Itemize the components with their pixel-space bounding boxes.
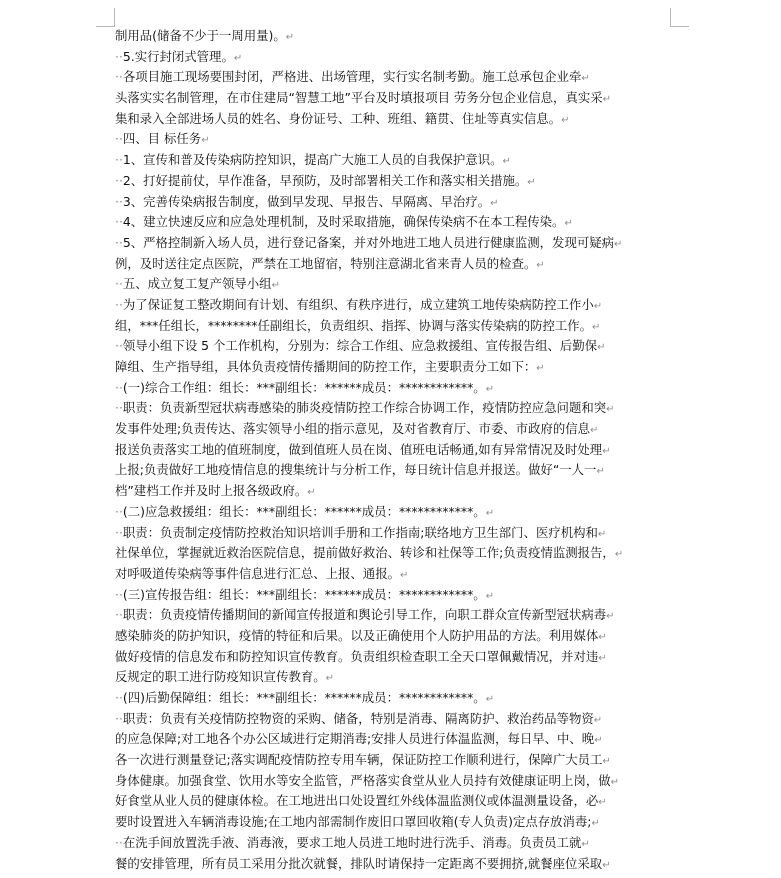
- line-text: 制用品(储备不少于一周用量)。: [115, 28, 286, 43]
- paragraph-mark-icon: ↵: [502, 156, 511, 168]
- text-line: [115, 833, 675, 854]
- line-text: 5、严格控制新入场人员，进行登记备案，并对外地进工地人员进行健康监测，发现可疑病: [122, 234, 615, 250]
- paragraph-mark-icon: ↵: [399, 569, 409, 581]
- paragraph-mark-icon: ↵: [307, 487, 316, 499]
- paragraph-mark-icon: ↵: [602, 756, 611, 768]
- text-line: [115, 502, 675, 523]
- indent-marker: ··: [115, 152, 123, 168]
- line-text: 组，***任组长，********任副组长，负责组织、指挥、协调与落实传染病的防控工作。: [115, 317, 593, 333]
- text-line: [115, 647, 675, 668]
- text-line: [115, 543, 675, 564]
- line-text: 头落实实名制管理，在市住建局“智慧工地”平台及时填报项目 劳务分包企业信息，真实采: [115, 90, 603, 106]
- paragraph-mark-icon: ↵: [598, 797, 607, 809]
- line-text: (三)宣传报告组：组长：***副组长：******成员：************。: [122, 586, 486, 602]
- paragraph-mark-icon: ↵: [485, 383, 495, 395]
- indent-marker: ··: [115, 172, 123, 188]
- line-text: 在洗手间放置洗手液、消毒液，要求工地人员进工地时进行洗手、消毒。负责员工就: [122, 834, 582, 850]
- text-line: [115, 729, 675, 750]
- text-line: [115, 585, 675, 606]
- indent-marker: ··: [115, 69, 123, 85]
- text-line: [115, 192, 675, 213]
- text-line: [115, 316, 675, 337]
- text-line: [115, 771, 675, 792]
- line-text: 餐的安排管理，所有员工采用分批次就餐，排队时请保持一定距离不要拥挤,就餐座位采取: [115, 855, 603, 871]
- line-text: 反规定的职工进行防疫知识宣传教育。: [115, 669, 326, 685]
- text-line: [115, 357, 675, 378]
- indent-marker: ··: [115, 379, 123, 395]
- paragraph-mark-icon: ↵: [598, 652, 607, 664]
- paragraph-mark-icon: ↵: [590, 425, 599, 437]
- paragraph-mark-icon: ↵: [593, 300, 603, 312]
- paragraph-mark-icon: ↵: [201, 135, 210, 147]
- line-text: 好食堂从业人员的健康体检。在工地进出口处设置红外线体温监测仪或体温测量设备，必: [115, 793, 599, 809]
- paragraph-mark-icon: ↵: [602, 859, 611, 871]
- line-text: 3、完善传染病报告制度，做到早发现、早报告、早隔离、早治疗。: [122, 193, 491, 209]
- paragraph-mark-icon: ↵: [614, 549, 624, 561]
- paragraph-mark-icon: ↵: [485, 694, 495, 705]
- line-text: 例，及时送往定点医院，严禁在工地留宿，特别注意湖北省来青人员的检查。: [115, 255, 537, 271]
- line-text: 的应急保障;对工地各个办公区域进行定期消毒;安排人员进行体温监测，每日早、中、晚: [115, 731, 595, 747]
- indent-marker: ··: [115, 524, 123, 540]
- indent-marker: ··: [115, 607, 123, 623]
- line-text: 职责：负责新型冠状病毒感染的肺炎疫情防控工作综合协调工作，疫情防控应急问题和突: [122, 400, 607, 416]
- line-text: 感染肺炎的防护知识，疫情的特征和后果。以及正确使用个人防护用品的方法。利用媒体: [115, 627, 599, 643]
- indent-marker: ··: [115, 400, 123, 416]
- text-line: [115, 523, 675, 544]
- line-text: 对呼吸道传染病等事件信息进行汇总、上报、通报。: [115, 565, 400, 581]
- line-text: 要时设置进入车辆消毒设施;在工地内部需制作废旧口罩回收箱(专人负责)定点存放消毒;: [115, 814, 592, 830]
- indent-marker: ··: [115, 234, 123, 250]
- line-text: 各项目施工现场要围封闭，严格进、出场管理，实行实名制考勤。施工总承包企业牵: [122, 69, 582, 85]
- paragraph-mark-icon: ↵: [606, 404, 615, 416]
- paragraph-mark-icon: ↵: [602, 445, 611, 457]
- indent-marker: ··: [115, 690, 123, 705]
- text-line: [115, 398, 675, 419]
- text-line: [115, 26, 675, 47]
- paragraph-mark-icon: ↵: [597, 342, 606, 354]
- text-line: [115, 254, 675, 275]
- paragraph-mark-icon: ↵: [561, 114, 570, 126]
- text-line: [115, 88, 675, 109]
- text-line: [115, 233, 675, 254]
- line-text: 职责：负责疫情传播期间的新闻宣传报道和舆论引导工作，向职工群众宣传新型冠状病毒: [122, 607, 607, 623]
- paragraph-mark-icon: ↵: [536, 363, 545, 374]
- margin-corner-top-left: [96, 8, 115, 27]
- text-line: [115, 667, 675, 688]
- line-text: 五、成立复工复产领导小组: [122, 276, 272, 292]
- paragraph-mark-icon: ↵: [614, 238, 623, 250]
- line-text: 2、打好提前仗，早作准备，早预防，及时部署相关工作和落实相关措施。: [122, 172, 528, 188]
- line-text: 做好疫情的信息发布和防控知识宣传教育。负责组织检查职工全天口罩佩戴情况，并对违: [115, 648, 599, 664]
- indent-marker: ··: [115, 338, 123, 354]
- text-line: [115, 336, 675, 357]
- paragraph-mark-icon: ↵: [597, 528, 607, 540]
- text-line: [115, 47, 675, 68]
- line-text: (四)后勤保障组：组长：***副组长：******成员：************。: [122, 690, 486, 705]
- paragraph-mark-icon: ↵: [606, 611, 615, 623]
- line-text: 为了保证复工整改期间有计划、有组织、有秩序进行，成立建筑工地传染病防控工作小: [122, 296, 594, 312]
- text-line: [115, 440, 675, 461]
- paragraph-mark-icon: ↵: [285, 32, 295, 43]
- text-line: [115, 378, 675, 399]
- indent-marker: ··: [115, 834, 123, 850]
- line-text: 5.实行封闭式管理。: [122, 48, 234, 64]
- line-text: 障组、生产指导组，具体负责疫情传播期间的防控工作，主要职责分工如下：: [115, 359, 537, 374]
- line-text: 身体健康。加强食堂、饮用水等安全监管，严格落实食堂从业人员持有效健康证明上岗，做: [115, 772, 611, 788]
- text-line: [115, 109, 675, 130]
- paragraph-mark-icon: ↵: [527, 176, 536, 188]
- line-text: 社保单位，掌握就近救治医院信息，提前做好救治、转诊和社保等工作;负责疫情监测报告，: [115, 545, 615, 561]
- indent-marker: ··: [115, 214, 123, 230]
- text-line: [115, 791, 675, 812]
- indent-marker: ··: [115, 710, 123, 726]
- text-line: [115, 750, 675, 771]
- line-text: 各一次进行测量登记;落实调配疫情防控专用车辆，保证防控工作顺利进行，保障广大员工: [115, 752, 603, 768]
- paragraph-mark-icon: ↵: [485, 507, 495, 519]
- line-text: 档”建档工作并及时上报各级政府。: [115, 483, 308, 499]
- text-line: [115, 295, 675, 316]
- line-text: 职责：负责有关疫情防控物资的采购、储备，特别是消毒、隔离防护、救治药品等物资: [122, 710, 594, 726]
- text-line: [115, 854, 675, 875]
- indent-marker: ··: [115, 276, 123, 292]
- text-line: [115, 67, 675, 88]
- paragraph-mark-icon: ↵: [490, 197, 499, 209]
- paragraph-mark-icon: ↵: [581, 73, 590, 85]
- paragraph-mark-icon: ↵: [581, 838, 590, 850]
- paragraph-mark-icon: ↵: [598, 631, 607, 643]
- text-line: [115, 460, 675, 481]
- text-line: [115, 626, 675, 647]
- line-text: 领导小组下设 5 个工作机构，分别为：综合工作组、应急救援组、宣传报告组、后勤保: [122, 338, 598, 354]
- paragraph-mark-icon: ↵: [564, 218, 573, 230]
- document-body[interactable]: [115, 26, 675, 874]
- line-text: 职责：负责制定疫情防控救治知识培训手册和工作指南;联络地方卫生部门、医疗机构和: [122, 524, 598, 540]
- line-text: 报送负责落实工地的值班制度，做到值班人员在岗、值班电话畅通,如有异常情况及时处理: [115, 441, 603, 457]
- text-line: [115, 419, 675, 440]
- margin-corner-top-right: [670, 8, 689, 27]
- line-text: 1、宣传和普及传染病防控知识，提高广大施工人员的自我保护意识。: [122, 152, 503, 168]
- indent-marker: ··: [115, 193, 123, 209]
- paragraph-mark-icon: ↵: [592, 321, 601, 333]
- paragraph-mark-icon: ↵: [485, 590, 495, 602]
- paragraph-mark-icon: ↵: [591, 818, 600, 830]
- line-text: 上报;负责做好工地疫情信息的搜集统计与分析工作，每日统计信息并报送。做好“一人一: [115, 462, 597, 478]
- paragraph-mark-icon: ↵: [596, 466, 605, 478]
- text-line: [115, 150, 675, 171]
- text-line: [115, 709, 675, 730]
- text-line: [115, 171, 675, 192]
- paragraph-mark-icon: ↵: [594, 735, 603, 747]
- indent-marker: ··: [115, 503, 123, 519]
- indent-marker: ··: [115, 586, 123, 602]
- paragraph-mark-icon: ↵: [233, 52, 243, 64]
- line-text: (一)综合工作组：组长：***副组长：******成员：************。: [122, 379, 486, 395]
- paragraph-mark-icon: ↵: [271, 280, 280, 292]
- line-text: 四、目 标任务: [122, 131, 202, 147]
- line-text: 发事件处理;负责传达、落实领导小组的指示意见，及对省教育厅、市委、市政府的信息: [115, 421, 591, 437]
- text-line: [115, 605, 675, 626]
- text-line: [115, 564, 675, 585]
- paragraph-mark-icon: ↵: [602, 94, 612, 106]
- text-line: [115, 481, 675, 502]
- indent-marker: ··: [115, 48, 123, 64]
- paragraph-mark-icon: ↵: [610, 776, 620, 788]
- indent-marker: ··: [115, 296, 123, 312]
- line-text: 集和录入全部进场人员的姓名、身份证号、工种、班组、籍贯、住址等真实信息。: [115, 110, 562, 126]
- text-line: [115, 688, 675, 709]
- text-line: [115, 129, 675, 150]
- paragraph-mark-icon: ↵: [593, 714, 603, 726]
- text-line: [115, 274, 675, 295]
- indent-marker: ··: [115, 131, 123, 147]
- line-text: (二)应急救援组：组长：***副组长：******成员：************。: [122, 503, 486, 519]
- line-text: 4、建立快速反应和应急处理机制，及时采取措施，确保传染病不在本工程传染。: [122, 214, 565, 230]
- text-line: [115, 212, 675, 233]
- paragraph-mark-icon: ↵: [325, 673, 335, 685]
- paragraph-mark-icon: ↵: [536, 259, 545, 271]
- text-line: [115, 812, 675, 833]
